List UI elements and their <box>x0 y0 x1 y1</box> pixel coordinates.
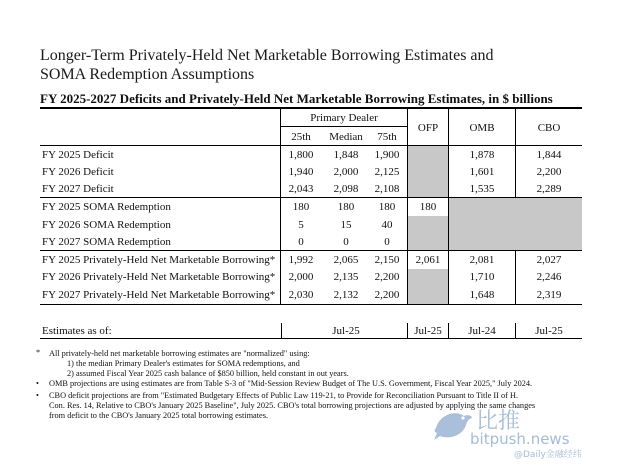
cell-median: 15 <box>340 219 352 231</box>
table-title: FY 2025-2027 Deficits and Privately-Held Net Marketable Borrowing Estimates, in $ billions <box>40 91 553 106</box>
header-cbo: CBO <box>537 122 561 134</box>
footnote-asterisk: * <box>36 348 41 357</box>
cell-median: 1,848 <box>333 149 359 161</box>
cell-cbo: 2,289 <box>536 183 562 195</box>
header-bottom-rule <box>40 145 582 146</box>
footnote-3-line1: CBO deficit projections are from "Estimated Budgetary Effects of Public Law 119-21, to Provide for Reconciliation Pursuant to Title II of H. <box>49 391 519 400</box>
cell-median: 0 <box>343 236 349 248</box>
cell-omb: 2,081 <box>469 254 495 266</box>
bird-logo-icon <box>430 404 474 444</box>
footnote-2: OMB projections are using estimates are from Table S-3 of "Mid-Session Review Budget of The U.S. Government, Fiscal Year 2025," July 2024. <box>49 379 533 388</box>
estimates-cbo: Jul-25 <box>535 325 563 337</box>
footnote-bullet: • <box>36 391 39 400</box>
cell-p75: 2,200 <box>374 271 400 283</box>
cell-omb: 1,601 <box>469 166 495 178</box>
shaded-cell <box>408 269 448 304</box>
cell-p75: 2,108 <box>374 183 400 195</box>
row-label: FY 2026 SOMA Redemption <box>42 219 171 231</box>
watermark <box>430 400 620 460</box>
cell-p75: 180 <box>378 201 396 213</box>
header-75th: 75th <box>377 131 397 143</box>
cell-p75: 0 <box>384 236 390 248</box>
estimates-ofp: Jul-25 <box>414 325 442 337</box>
row-label: FY 2025 Privately-Held Net Marketable Borrowing* <box>42 254 276 266</box>
table-bottom-rule <box>40 304 582 305</box>
column-divider <box>280 109 281 304</box>
cell-p25: 1,992 <box>288 254 314 266</box>
column-divider <box>281 323 282 338</box>
estimates-omb: Jul-24 <box>468 325 496 337</box>
header-primary-dealer: Primary Dealer <box>310 112 378 124</box>
watermark-brand: 比推 <box>476 409 521 434</box>
footnote-1: All privately-held net marketable borrowing estimates are "normalized" using: <box>49 349 310 358</box>
cell-median: 180 <box>337 201 355 213</box>
cell-p25: 1,940 <box>288 166 314 178</box>
cell-median: 2,132 <box>333 289 359 301</box>
cell-omb: 1,535 <box>469 183 495 195</box>
cell-cbo: 2,027 <box>536 254 562 266</box>
cell-p25: 2,030 <box>288 289 314 301</box>
row-label: FY 2027 Privately-Held Net Marketable Borrowing* <box>42 289 276 301</box>
cell-omb: 1,648 <box>469 289 495 301</box>
page-title-line1: Longer-Term Privately-Held Net Marketable Borrowing Estimates and <box>40 47 494 64</box>
row-label: FY 2027 Deficit <box>42 183 114 195</box>
footnote-bullet: • <box>36 379 39 388</box>
watermark-site: bitpush.news <box>470 430 570 448</box>
header-omb: OMB <box>469 122 495 134</box>
cell-p25: 5 <box>298 219 304 231</box>
row-label: FY 2026 Privately-Held Net Marketable Borrowing* <box>42 271 276 283</box>
shaded-cell <box>449 198 582 250</box>
cell-ofp: 2,061 <box>415 254 441 266</box>
cell-p25: 1,800 <box>288 149 314 161</box>
watermark-handle: @Daily金融经纬 <box>514 450 582 460</box>
row-label: FY 2025 SOMA Redemption <box>42 201 171 213</box>
cell-omb: 1,710 <box>469 271 495 283</box>
cell-median: 2,098 <box>333 183 359 195</box>
header-median: Median <box>329 131 363 143</box>
cell-p75: 2,200 <box>374 289 400 301</box>
page-title <box>40 46 600 84</box>
cell-cbo: 2,319 <box>536 289 562 301</box>
footnote-3-line3: from deficit to the CBO's January 2025 total borrowing estimates. <box>49 411 269 420</box>
estimates-median: Jul-25 <box>332 325 360 337</box>
footnote-1a: 1) the median Primary Dealer's estimates for SOMA redemptions, and <box>67 359 300 368</box>
cell-median: 2,135 <box>333 271 359 283</box>
shaded-cell <box>408 216 448 250</box>
cell-p75: 40 <box>381 219 393 231</box>
cell-p25: 180 <box>292 201 310 213</box>
cell-p25: 2,000 <box>288 271 314 283</box>
cell-median: 2,000 <box>333 166 359 178</box>
cell-cbo: 2,200 <box>536 166 562 178</box>
cell-p75: 2,125 <box>374 166 400 178</box>
header-25th: 25th <box>291 131 311 143</box>
shaded-cell <box>408 146 448 197</box>
cell-ofp: 180 <box>419 201 437 213</box>
table-top-rule <box>40 107 582 109</box>
cell-omb: 1,878 <box>469 149 495 161</box>
row-label: FY 2027 SOMA Redemption <box>42 236 171 248</box>
estimates-rule <box>40 338 582 339</box>
cell-cbo: 1,844 <box>536 149 562 161</box>
estimates-label: Estimates as of: <box>42 325 112 337</box>
primary-dealer-underline <box>281 126 407 127</box>
cell-p75: 1,900 <box>374 149 400 161</box>
cell-p75: 2,150 <box>374 254 400 266</box>
row-label: FY 2026 Deficit <box>42 166 114 178</box>
cell-p25: 2,043 <box>288 183 314 195</box>
soma-group-rule <box>40 250 582 251</box>
header-ofp: OFP <box>417 122 439 134</box>
cell-cbo: 2,246 <box>536 271 562 283</box>
page-title-line2: SOMA Redemption Assumptions <box>40 66 255 83</box>
row-label: FY 2025 Deficit <box>42 149 114 161</box>
cell-p25: 0 <box>298 236 304 248</box>
footnote-3-line2: Con. Res. 14, Relative to CBO's January 2025 Baseline", July 2025. CBO's total borrowing projections are adjusted by applying the same changes <box>49 401 536 410</box>
footnote-1b: 2) assumed Fiscal Year 2025 cash balance of $850 billion, held constant in out years. <box>67 369 349 378</box>
cell-median: 2,065 <box>333 254 359 266</box>
